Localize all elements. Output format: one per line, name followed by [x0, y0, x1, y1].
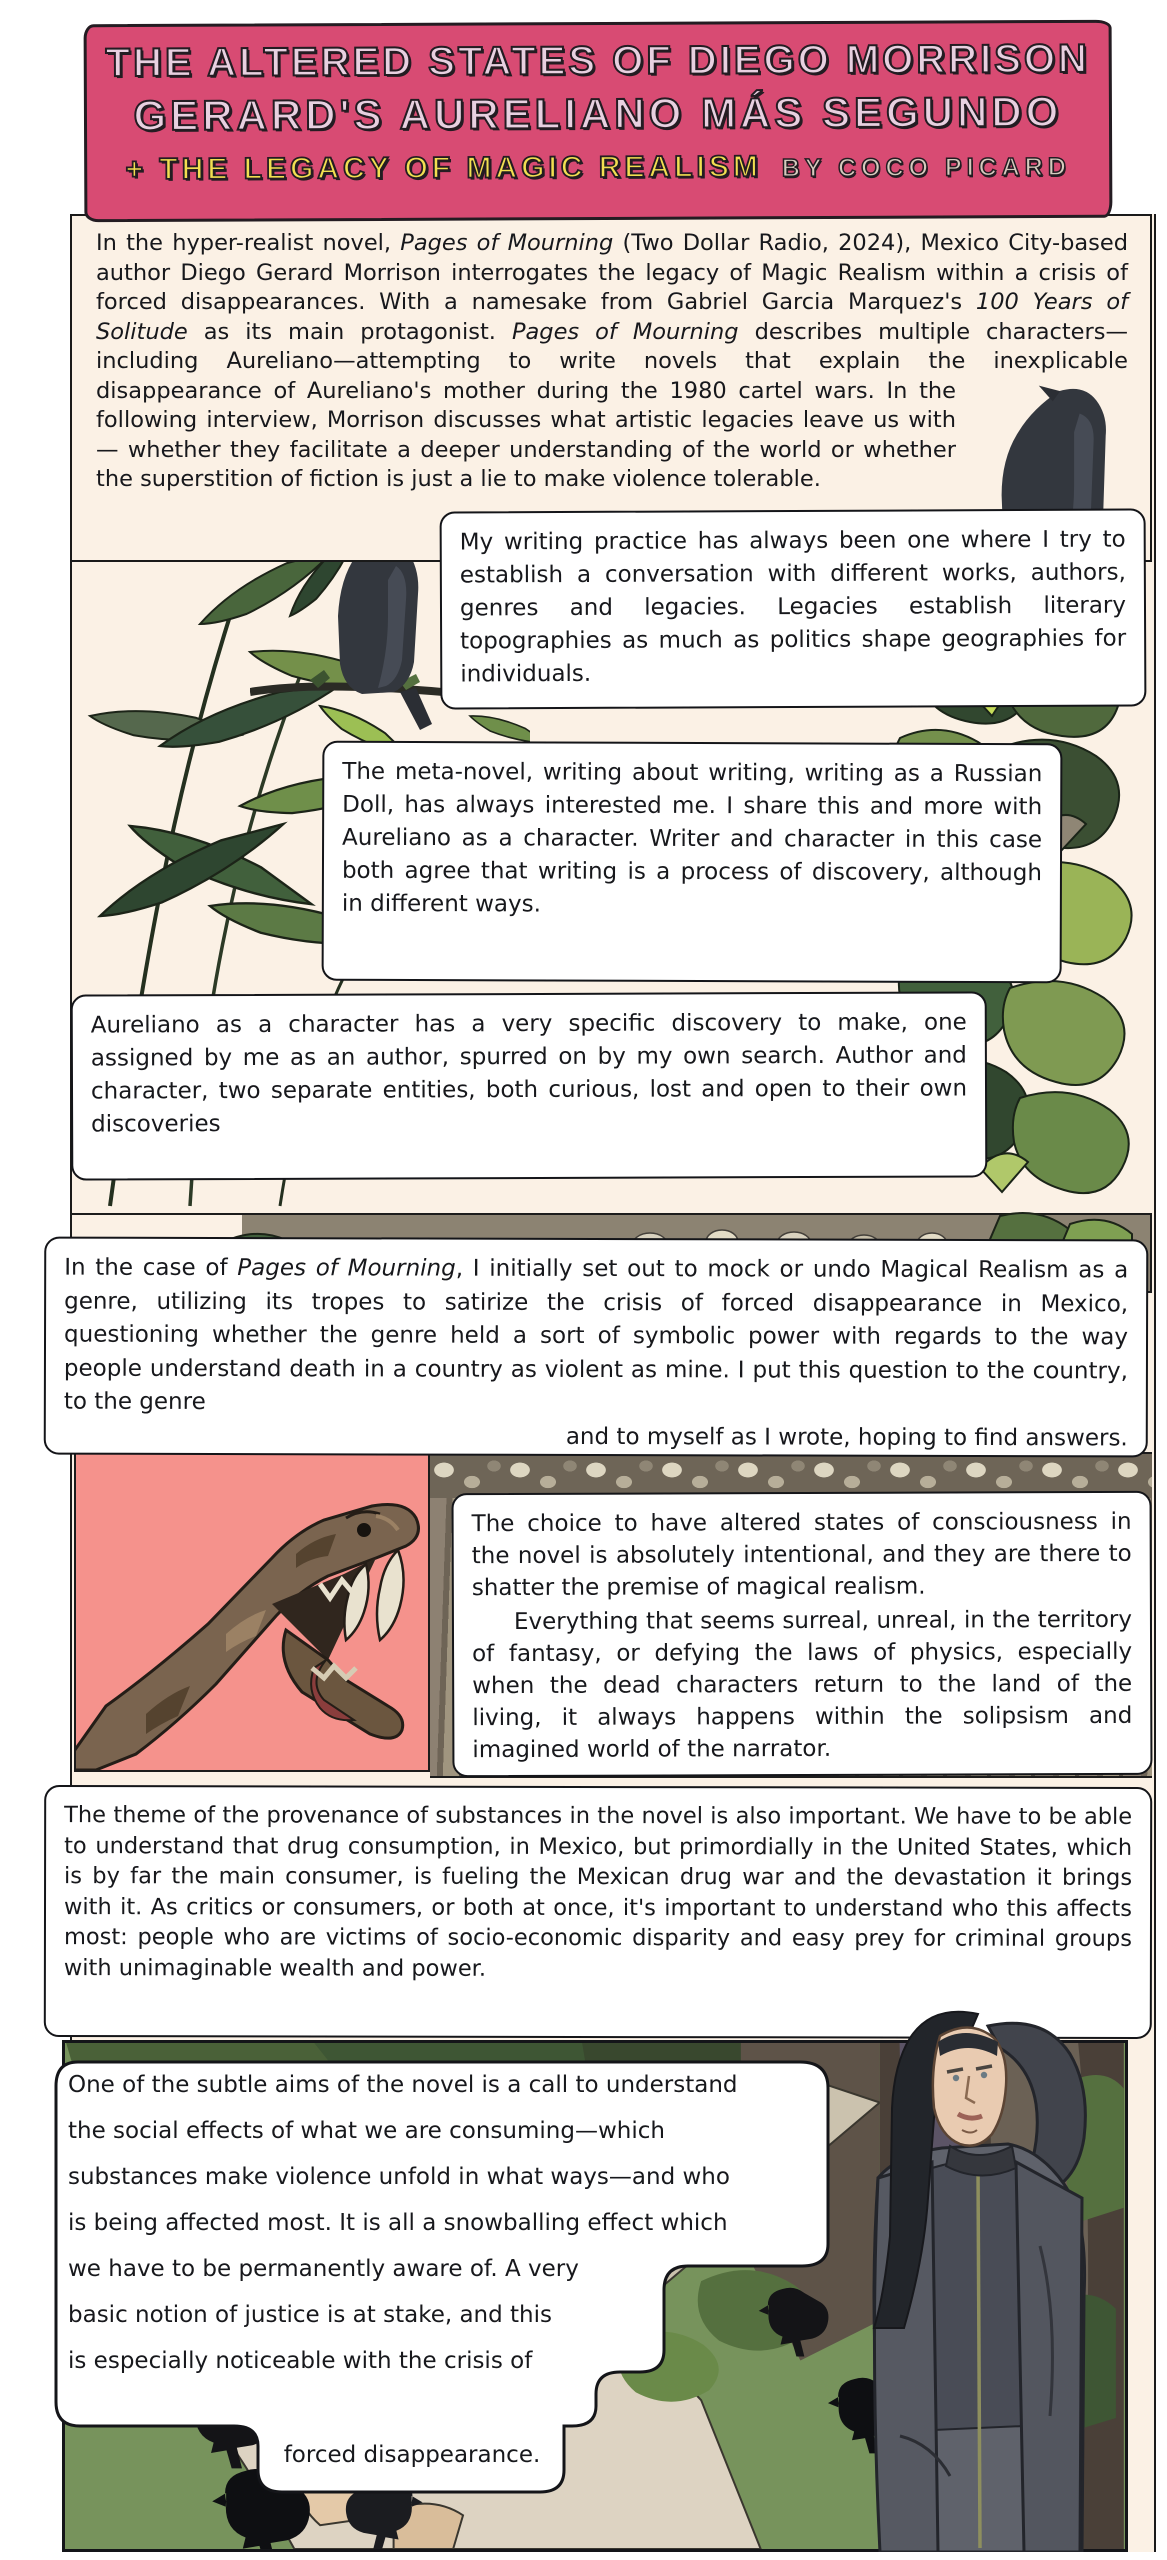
speech-bubble-7-line: is being affected most. It is all a snowballing effect which — [68, 2210, 728, 2236]
speech-bubble-2-text: The meta-novel, writing about writing, writing as a Russian Doll, has always interested me. I share this and more with Aureliano as a character. Writer and character in this case both agree that writing is a process of discovery, although in different ways. — [341, 758, 1043, 918]
speech-bubble-4 — [44, 1237, 1149, 1458]
book-title: 100 Years of Solitude — [96, 289, 1129, 345]
intro-text: disappearance of Aureliano's mother during the 1980 cartel wars. In the following interview, Morrison discusses what artistic legacies leave us with — whether they facilitate a deeper understanding of the world or whether the superstition of fiction is just a lie to make violence tolerable. — [96, 377, 956, 492]
speech-bubble-7-line: basic notion of justice is at stake, and this — [68, 2302, 553, 2328]
title-line-2: GERARD'S AURELIANO MÁS SEGUNDO — [133, 87, 1063, 140]
title-band — [84, 20, 1113, 222]
speech-bubble-6-text: The theme of the provenance of substances in the novel is also important. We have to be able to understand that drug consumption, in Mexico, but primordially in the United States, which is by far the main consumer, is fueling the Mexican drug war and the devastation it brings with it. As critics or consumers, or both at once, it's important to understand who this affects most: people who are victims of socio-economic disparity and easy prey for criminal groups with unimaginable wealth and power. — [63, 1802, 1133, 1982]
book-title: Pages of Mourning — [400, 230, 614, 256]
speech-bubble-7-line: One of the subtle aims of the novel is a call to understand — [68, 2072, 738, 2098]
book-title: Pages of Mourning — [511, 318, 739, 345]
author-byline: BY COCO PICARD — [781, 153, 1071, 183]
book-title: Pages of Mourning — [237, 1255, 456, 1282]
speech-bubble-7 — [48, 2054, 848, 2514]
intro-text: In the hyper-realist novel, — [96, 230, 401, 256]
speech-bubble-3 — [71, 991, 988, 1180]
speech-bubble-4-text: In the case of — [64, 1254, 238, 1282]
title-line-1: THE ALTERED STATES OF DIEGO MORRISON — [105, 36, 1090, 86]
speech-bubble-5 — [452, 1491, 1153, 1777]
speech-bubble-1 — [440, 508, 1147, 709]
speech-bubble-7-line: we have to be permanently aware of. A very — [68, 2256, 579, 2282]
snake-panel — [74, 1452, 430, 1772]
intro-text: (Two Dollar Radio, 2024), Mexico City-based author Diego Gerard Morrison interrogates the legacy of Magic Realism within a crisis of forced disappearances. With a namesake from Gabriel Garcia Marquez's — [96, 230, 1128, 315]
speech-bubble-5-paragraph-1: The choice to have altered states of consciousness in the novel is absolutely intentional, and they are there to shatter the premise of magical realism. — [471, 1508, 1132, 1602]
speech-bubble-4-lastline: and to myself as I wrote, hoping to find answers. — [565, 1423, 1128, 1451]
perched-crow-icon — [250, 532, 465, 737]
speech-bubble-7-line: forced disappearance. — [283, 2442, 541, 2468]
snake-illustration — [76, 1454, 428, 1770]
title-subtitle: + THE LEGACY OF MAGIC REALISM — [125, 150, 762, 187]
speech-bubble-2 — [322, 741, 1063, 984]
speech-bubble-5-paragraph-2: Everything that seems surreal, unreal, in the territory of fantasy, or defying the laws of physics, especially when the dead characters return to the land of the living, it always happens within the solipsism and imagined world of the narrator. — [472, 1606, 1133, 1764]
intro-text: describes multiple characters—including Aureliano—attempting to write novels that explain the inexplicable — [96, 318, 1128, 374]
speech-bubble-7-line: is especially noticeable with the crisis of — [68, 2348, 533, 2374]
title-line-3 — [87, 149, 1109, 187]
speech-bubble-7-line: substances make violence unfold in what ways—and who — [68, 2164, 730, 2190]
speech-bubble-3-text: Aureliano as a character has a very specific discovery to make, one assigned by me as an author, spurred on by my own search. Author and character, two separate entities, both curious, lost and open to their own discoveries — [90, 1009, 968, 1138]
speech-bubble-7-line: the social effects of what we are consuming—which — [68, 2118, 665, 2144]
speech-bubble-1-text: My writing practice has always been one where I try to establish a conversation with different works, authors, genres and legacies. Legacies establish literary topographies as much as politics shape geographies for individuals. — [459, 526, 1127, 688]
speech-bubble-4-text: , I initially set out to mock or undo Magical Realism as a genre, utilizing its tropes to satirize the crisis of forced disappearance in Mexico, questioning whether the genre held a sort of symbolic power with regards to the way people understand death in a country as violent as mine. I put this question to the country, to the genre — [63, 1255, 1129, 1415]
intro-text: as its main protagonist. — [187, 318, 512, 345]
